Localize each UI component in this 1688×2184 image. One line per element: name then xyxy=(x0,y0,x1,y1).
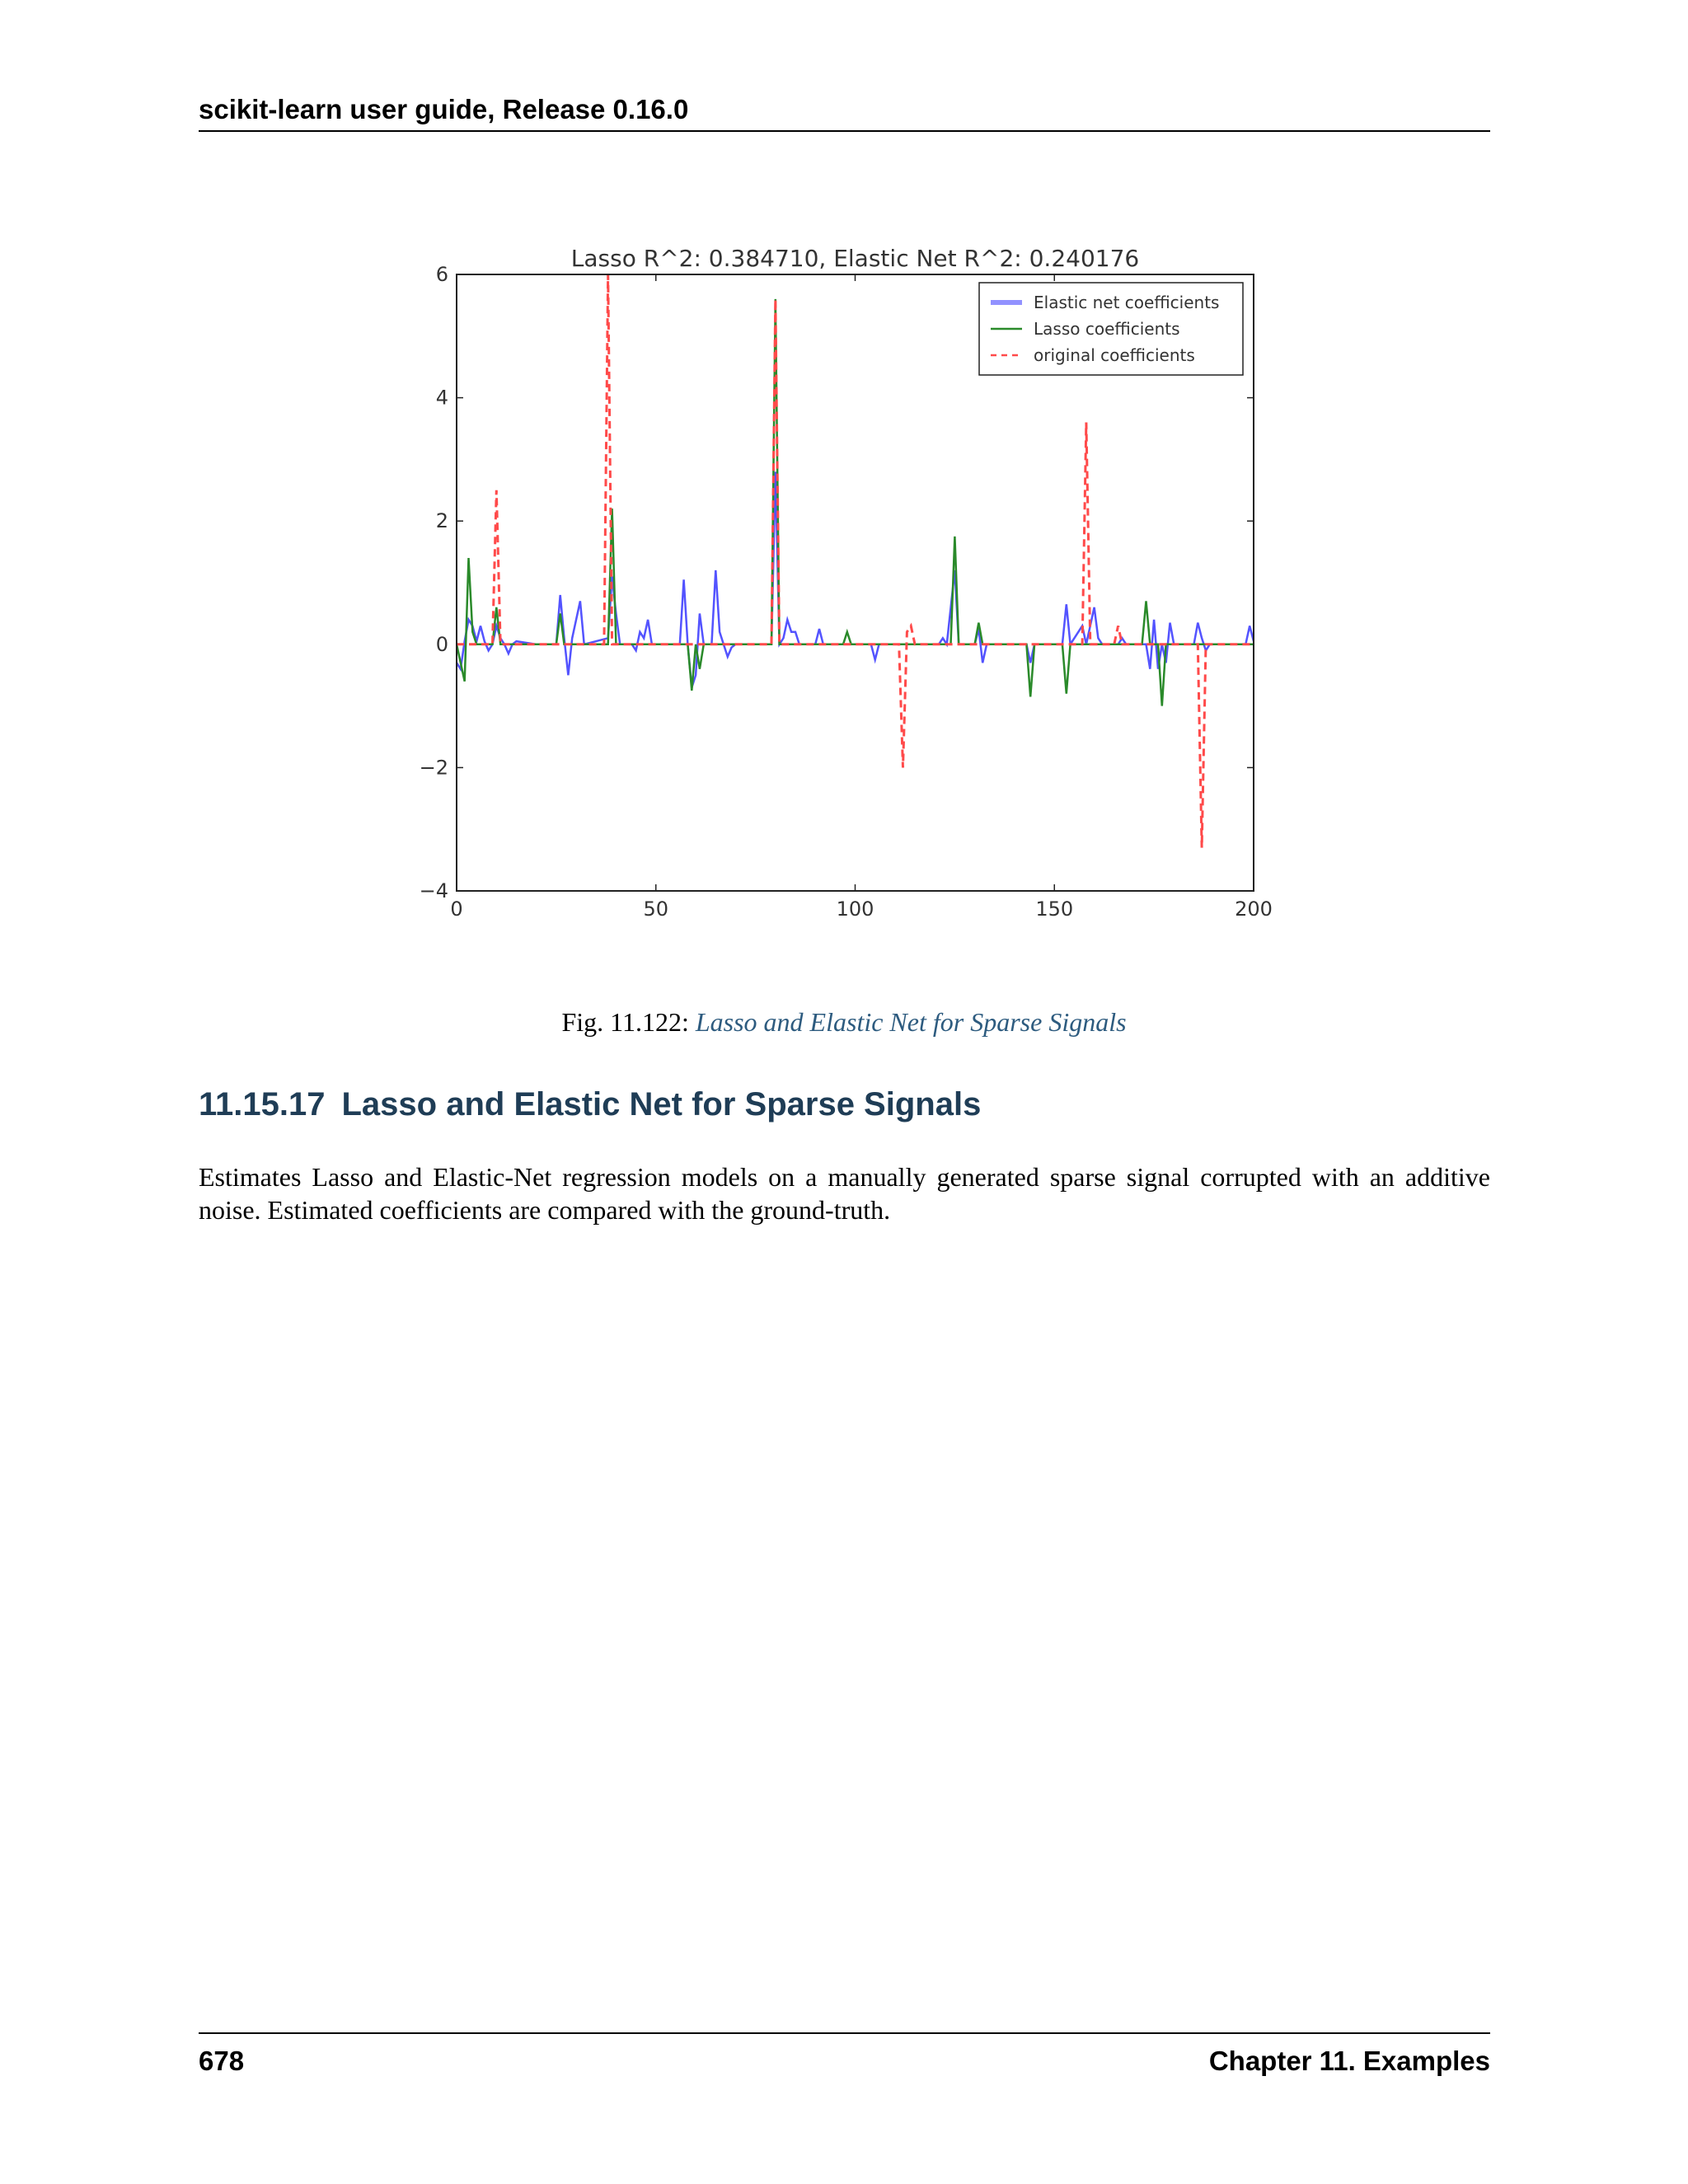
chart-svg xyxy=(412,233,1286,934)
x-tick-label: 100 xyxy=(836,898,874,921)
running-header xyxy=(199,92,1490,132)
y-tick-label: −2 xyxy=(419,756,448,780)
x-tick-label: 150 xyxy=(1035,898,1074,921)
figure-chart xyxy=(412,233,1286,934)
figure-caption xyxy=(0,1007,1688,1038)
x-tick-label: 0 xyxy=(450,898,463,921)
running-header-title: scikit-learn user guide, Release 0.16.0 xyxy=(199,94,689,124)
section-body: Estimates Lasso and Elastic-Net regression models on a manually generated sparse signal corrupted with an additive noise. Estimated coefficients are compared with the ground-truth. xyxy=(199,1162,1490,1225)
y-tick-label: −4 xyxy=(419,879,448,902)
section-number: 11.15.17 xyxy=(199,1086,326,1122)
x-tick-label: 50 xyxy=(643,898,669,921)
page-number: 678 xyxy=(199,2046,245,2076)
y-tick-label: 4 xyxy=(435,386,448,410)
running-footer xyxy=(199,2032,1490,2080)
y-tick-label: 2 xyxy=(435,509,448,533)
caption-link[interactable]: Lasso and Elastic Net for Sparse Signals xyxy=(695,1007,1127,1037)
chapter-label: Chapter 11. Examples xyxy=(1208,2046,1490,2076)
x-tick-label: 200 xyxy=(1235,898,1273,921)
caption-prefix: Fig. 11.122: xyxy=(561,1007,696,1037)
legend-label: original coefficients xyxy=(1034,345,1195,365)
chart-title: Lasso R^2: 0.384710, Elastic Net R^2: 0.240176 xyxy=(570,245,1140,272)
legend-label: Lasso coefficients xyxy=(1034,319,1180,339)
section-title: Lasso and Elastic Net for Sparse Signals xyxy=(341,1086,982,1122)
y-tick-label: 6 xyxy=(435,263,448,286)
y-tick-label: 0 xyxy=(435,632,448,656)
legend-label: Elastic net coefficients xyxy=(1034,293,1220,312)
section-heading xyxy=(199,1086,981,1123)
